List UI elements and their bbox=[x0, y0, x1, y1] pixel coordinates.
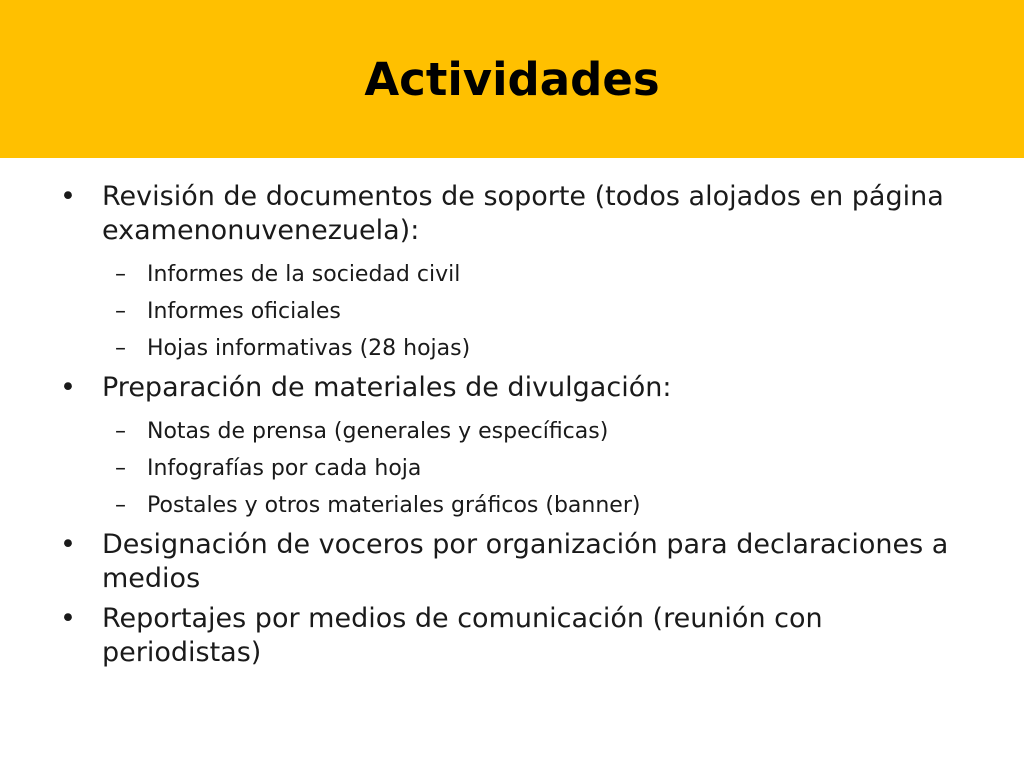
sub-item bbox=[60, 330, 960, 367]
sub-item-text: Hojas informativas (28 hojas) bbox=[147, 336, 471, 361]
bullet-item bbox=[60, 180, 960, 248]
dash-glyph: – bbox=[115, 299, 126, 324]
slide-title: Actividades bbox=[364, 53, 660, 106]
dash-glyph: – bbox=[115, 456, 126, 481]
bullet-item bbox=[60, 371, 960, 405]
bullet-item bbox=[60, 528, 960, 596]
sub-item bbox=[60, 256, 960, 293]
bullet-glyph: • bbox=[60, 529, 76, 560]
sub-item bbox=[60, 487, 960, 524]
sub-item bbox=[60, 450, 960, 487]
bullet-glyph: • bbox=[60, 181, 76, 212]
bullet-text: Revisión de documentos de soporte (todos alojados en página examenonuvenezuela): bbox=[102, 181, 944, 246]
dash-glyph: – bbox=[115, 336, 126, 361]
dash-glyph: – bbox=[115, 419, 126, 444]
sub-item-text: Postales y otros materiales gráficos (banner) bbox=[147, 493, 641, 518]
sub-list bbox=[60, 413, 960, 524]
sub-item-text: Notas de prensa (generales y específicas) bbox=[147, 419, 609, 444]
sub-item-text: Infografías por cada hoja bbox=[147, 456, 422, 481]
sub-item bbox=[60, 293, 960, 330]
bullet-glyph: • bbox=[60, 372, 76, 403]
sub-item bbox=[60, 413, 960, 450]
dash-glyph: – bbox=[115, 262, 126, 287]
dash-glyph: – bbox=[115, 493, 126, 518]
bullet-text: Reportajes por medios de comunicación (reunión con periodistas) bbox=[102, 603, 823, 668]
bullet-list bbox=[60, 180, 960, 676]
sub-list bbox=[60, 256, 960, 367]
sub-item-text: Informes de la sociedad civil bbox=[147, 262, 461, 287]
bullet-item bbox=[60, 602, 960, 670]
sub-item-text: Informes oficiales bbox=[147, 299, 341, 324]
bullet-glyph: • bbox=[60, 603, 76, 634]
bullet-text: Designación de voceros por organización para declaraciones a medios bbox=[102, 529, 949, 594]
bullet-text: Preparación de materiales de divulgación: bbox=[102, 372, 672, 403]
